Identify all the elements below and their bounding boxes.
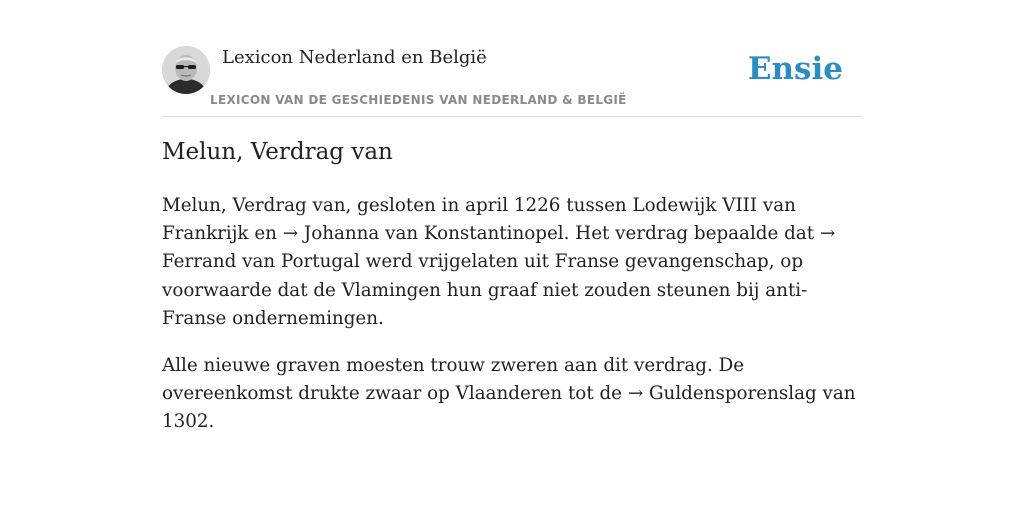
link-ferrand-van-portugal[interactable]: → Ferrand van Portugal [162,223,836,273]
author-avatar[interactable] [162,46,210,94]
paragraph-text: van 1302. [162,383,856,433]
article-title: Melun, Verdrag van [162,139,393,165]
link-guldensporenslag[interactable]: → Guldensporenslag [627,383,817,405]
paragraph-text: werd vrijgelaten uit Franse gevangenschap, op voorwaarde dat de Vlamingen hun graaf niet zouden steunen bij anti-Franse ondernemingen. [162,251,808,329]
lexicon-subtitle: LEXICON VAN DE GESCHIEDENIS VAN NEDERLAND & BELGIË [210,93,627,107]
paragraph-text: . Het verdrag bepaalde dat [563,223,820,245]
ensie-logo-link[interactable]: Ensie [747,51,843,87]
article-body [162,192,868,456]
author-name-link[interactable]: Lexicon Nederland en België [222,47,487,68]
article-paragraph-1 [162,192,868,333]
article-paragraph-2 [162,352,868,437]
author-portrait-icon [162,46,210,94]
paragraph-text: Melun, Verdrag van, gesloten in april 1226 tussen Lodewijk VIII van Frankrijk en [162,195,796,245]
page-header [162,46,862,117]
paragraph-text: Alle nieuwe graven moesten trouw zweren aan dit verdrag. De overeenkomst drukte zwaar op Vlaanderen tot de [162,355,745,405]
link-johanna-van-konstantinopel[interactable]: → Johanna van Konstantinopel [282,223,564,245]
